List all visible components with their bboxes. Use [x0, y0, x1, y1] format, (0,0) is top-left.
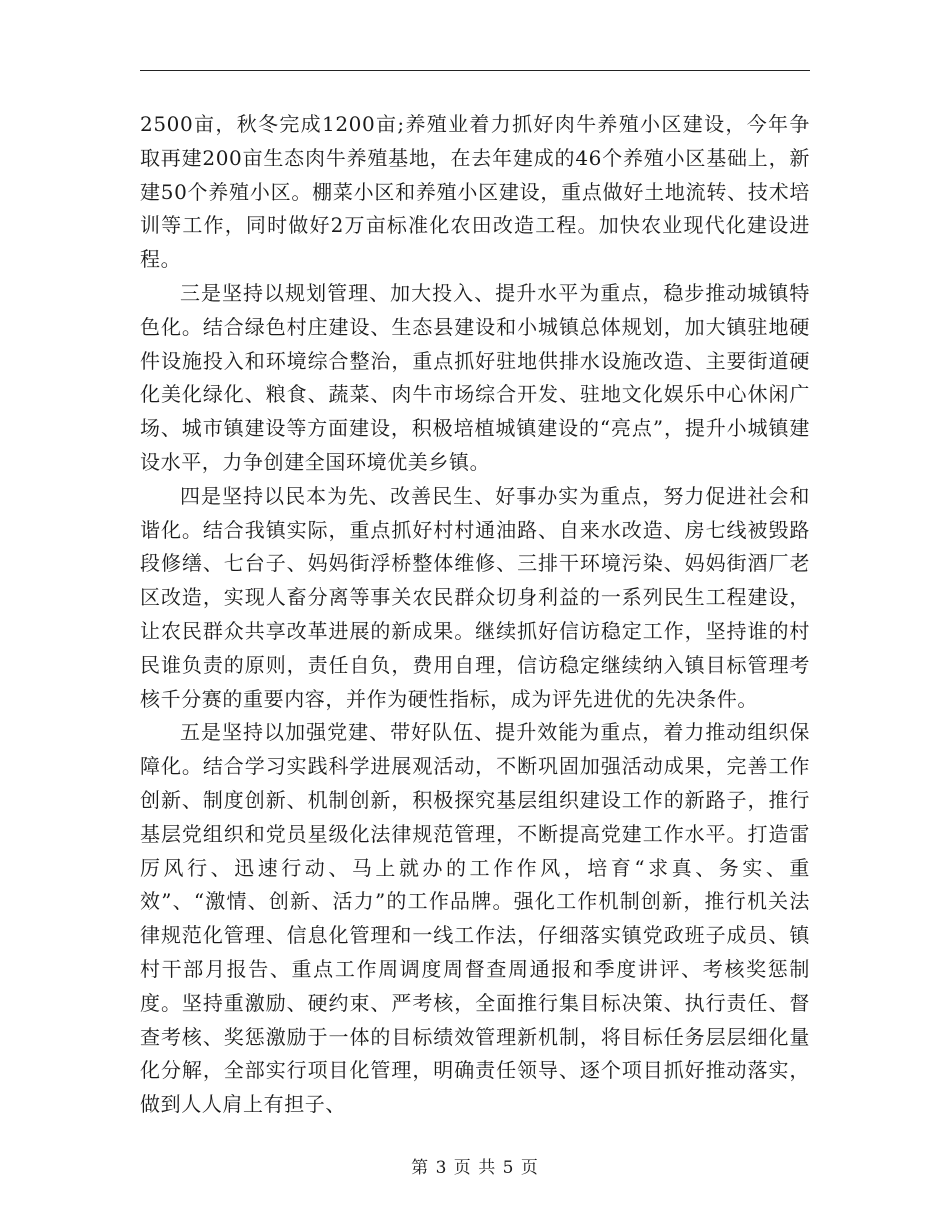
paragraph-4: 五是坚持以加强党建、带好队伍、提升效能为重点，着力推动组织保障化。结合学习实践科学进展观活动，不断巩固加强活动成果，完善工作创新、制度创新、机制创新，积极探究基层组织建设工作的新路子，推行基层党组织和党员星级化法律规范管理，不断提高党建工作水平。打造雷厉风行、迅速行动、马上就办的工作作风，培育“求真、务实、重效”、“激情、创新、活力”的工作品牌。强化工作机制创新，推行机关法律规范化管理、信息化管理和一线工作法，仔细落实镇党政班子成员、镇村干部月报告、重点工作周调度周督查周通报和季度讲评、考核奖惩制度。坚持重激励、硬约束、严考核，全面推行集目标决策、执行责任、督查考核、奖惩激励于一体的目标绩效管理新机制，将目标任务层层细化量化分解，全部实行项目化管理，明确责任领导、逐个项目抓好推动落实，做到人人肩上有担子、 [140, 720, 810, 1117]
paragraph-3: 四是坚持以民本为先、改善民生、好事办实为重点，努力促进社会和谐化。结合我镇实际，重点抓好村村通油路、自来水改造、房七线被毁路段修缮、七台子、妈妈街浮桥整体维修、三排干环境污染、妈妈街酒厂老区改造，实现人畜分离等事关农民群众切身利益的一系列民生工程建设，让农民群众共享改革进展的新成果。继续抓好信访稳定工作，坚持谁的村民谁负责的原则，责任自负，费用自理，信访稳定继续纳入镇目标管理考核千分赛的重要内容，并作为硬性指标，成为评先进优的先决条件。 [140, 483, 810, 711]
document-body [140, 108, 810, 1122]
paragraph-2: 三是坚持以规划管理、加大投入、提升水平为重点，稳步推动城镇特色化。结合绿色村庄建设、生态县建设和小城镇总体规划，加大镇驻地硬件设施投入和环境综合整治，重点抓好驻地供排水设施改造、主要街道硬化美化绿化、粮食、蔬菜、肉牛市场综合开发、驻地文化娱乐中心休闲广场、城市镇建设等方面建设，积极培植城镇建设的“亮点”，提升小城镇建设水平，力争创建全国环境优美乡镇。 [140, 280, 810, 474]
page-number-footer: 第 3 页 共 5 页 [411, 1158, 539, 1178]
paragraph-1: 2500亩，秋冬完成1200亩;养殖业着力抓好肉牛养殖小区建设，今年争取再建200亩生态肉牛养殖基地，在去年建成的46个养殖小区基础上，新建50个养殖小区。棚菜小区和养殖小区建设，重点做好土地流转、技术培训等工作，同时做好2万亩标准化农田改造工程。加快农业现代化建设进程。 [140, 112, 810, 272]
header-rule [140, 70, 810, 71]
